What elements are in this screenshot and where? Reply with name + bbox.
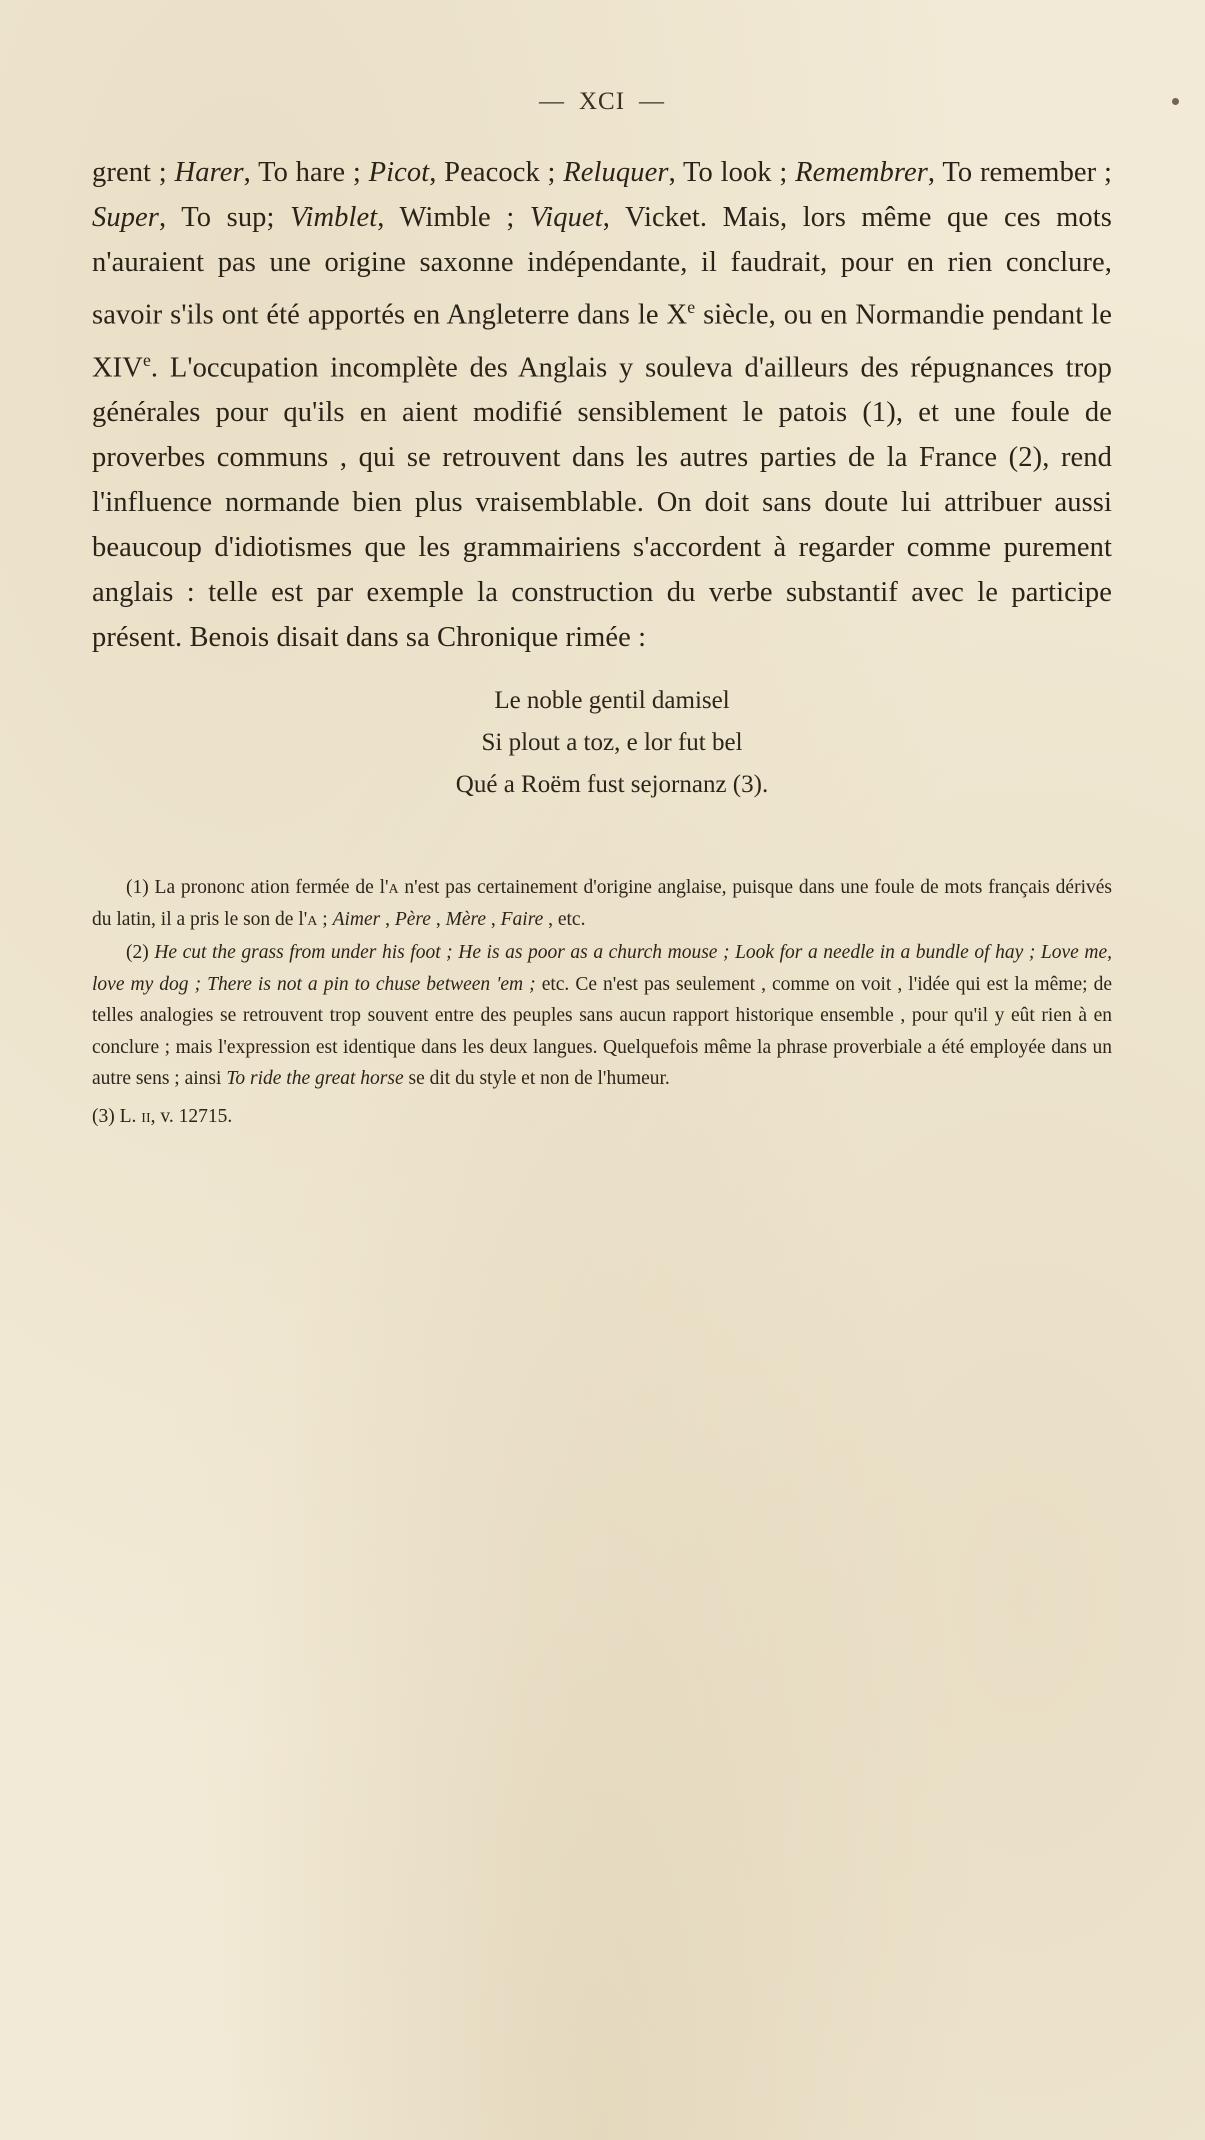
margin-dot-mark	[1172, 98, 1179, 105]
verse-block	[92, 680, 1112, 806]
footnote-1: (1) La prononc ation fermée de l'a n'est pas certainement d'origine anglaise, puisque dans une foule de mots français dérivés du latin, il a pris le son de l'a ; Aimer , Père , Mère , Faire , etc.	[92, 877, 1112, 930]
verse-line: Si plout a toz, e lor fut bel	[481, 729, 743, 756]
footnote-separator-rule	[92, 836, 306, 838]
main-paragraph: grent ; Harer, To hare ; Picot, Peacock ; Reluquer, To look ; Remembrer, To remember ; Super, To sup; Vimblet, Wimble ; Viquet, Vicket. Mais, lors même que ces mots n'auraient pas une origine saxonne indépendante, il faudrait, pour en rien conclure, savoir s'ils ont été apportés en Angleterre dans le Xe siècle, ou en Normandie pendant le XIVe. L'occupation incomplète des Anglais y souleva d'ailleurs des répugnances trop générales pour qu'ils en aient modifié sensiblement le patois (1), et une foule de proverbes communs , qui se retrouvent dans les autres parties de la France (2), rend l'influence normande bien plus vraisemblable. On doit sans doute lui attribuer aussi beaucoup d'idiotismes que les grammairiens s'accordent à regarder comme purement anglais : telle est par exemple la construction du verbe substantif avec le participe présent. Benois disait dans sa Chronique rimée :	[92, 157, 1112, 653]
verse-line: Le noble gentil damisel	[494, 687, 730, 714]
footnote-2: (2) He cut the grass from under his foot ; He is as poor as a church mouse ; Look for a needle in a bundle of hay ; Love me, love my dog ; There is not a pin to chuse between 'em ; etc. Ce n'est pas seulement , comme on voit , l'idée qui est la même; de telles analogies se retrouvent trop souvent entre des peuples sans aucun rapport historique ensemble , pour qu'il y eût rien à en conclure ; mais l'expression est identique dans les deux langues. Quelquefois même la phrase proverbiale a été employée dans un autre sens ; ainsi To ride the great horse se dit du style et non de l'humeur.	[92, 942, 1112, 1089]
footnote-3: (3) L. ii, v. 12715.	[92, 1105, 233, 1127]
page-number: XCI	[578, 88, 626, 115]
verse-line: Qué a Roëm fust sejornanz (3).	[455, 771, 769, 798]
page-header	[92, 88, 1112, 116]
page-content	[92, 88, 1112, 1134]
footnotes-block	[92, 872, 1112, 1132]
header-dash-left: —	[538, 88, 565, 115]
header-dash-right: —	[639, 88, 666, 115]
